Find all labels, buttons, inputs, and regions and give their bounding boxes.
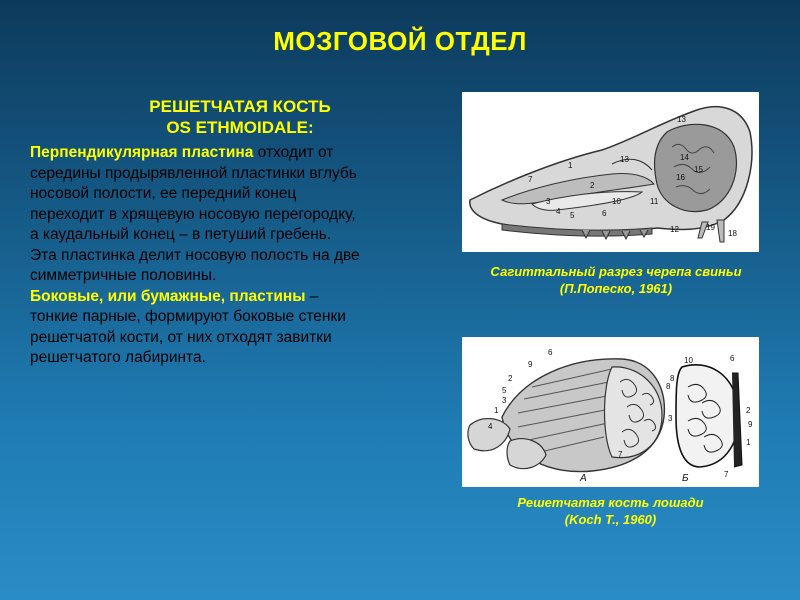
p1-line-3: переходит в хрящевую носовую перегородку, [30, 205, 356, 223]
horse-ethmoid-image [462, 337, 759, 487]
skull-label-1: 1 [568, 161, 573, 170]
ethmoid-a-label-6: 6 [548, 348, 553, 357]
skull-label-18: 18 [728, 229, 737, 238]
pig-skull-caption [456, 263, 776, 297]
body-text [30, 143, 460, 369]
ethmoid-b-label-8: 8 [670, 374, 675, 383]
ethmoid-b-label-3: 3 [668, 414, 673, 423]
skull-label-13: 13 [620, 155, 629, 164]
p2-line-2: решетчатой кости, от них отходят завитки [30, 328, 332, 346]
p1-line-6: симметричные половины. [30, 267, 217, 284]
p2-line-1: тонкие парные, формируют боковые стенки [30, 308, 346, 325]
skull-label-2: 2 [590, 181, 595, 190]
ethmoid-b-label-1: 1 [746, 438, 751, 447]
horse-ethmoid-drawing [462, 337, 759, 487]
skull-label-5: 5 [570, 211, 575, 220]
term-perpendicular-plate: Перпендикулярная пластина [30, 144, 254, 161]
ethmoid-a-label-3: 3 [502, 396, 507, 405]
skull-label-4: 4 [556, 207, 561, 216]
skull-label-6: 6 [602, 209, 607, 218]
ethmoid-b-label-7: 7 [724, 470, 729, 479]
p1-line-2: носовой полости, ее передний конец [30, 185, 297, 202]
p1-line-5: Эта пластинка делит носовую полость на две [30, 246, 360, 264]
skull-label-16: 16 [676, 173, 685, 182]
skull-label-11: 11 [650, 197, 659, 206]
p1-line-0: отходит от [253, 144, 334, 161]
subtitle [30, 96, 450, 138]
skull-label-12: 12 [670, 225, 679, 234]
ethmoid-b-label-2: 2 [746, 406, 751, 415]
ethmoid-view-a-label: А [580, 473, 587, 484]
ethmoid-view-b-label: Б [682, 473, 689, 484]
paragraph-lateral-plates [30, 287, 460, 369]
ethmoid-b-label-9: 9 [748, 420, 753, 429]
horse-ethmoid-caption [462, 494, 759, 528]
term-lateral-plates: Боковые, или бумажные, пластины [30, 287, 306, 305]
pig-skull-section-image [462, 92, 759, 252]
skull-label-13-top: 13 [677, 115, 686, 124]
ethmoid-a-label-5: 5 [502, 386, 507, 395]
horse-ethmoid-caption-line-2: (Koch T., 1960) [564, 512, 657, 527]
horse-ethmoid-caption-line-1: Решетчатая кость лошади [517, 495, 704, 510]
skull-label-10: 10 [612, 197, 621, 206]
ethmoid-b-label-6: 6 [730, 354, 735, 363]
pig-skull-caption-line-1: Сагиттальный разрез черепа свиньи [490, 264, 742, 279]
ethmoid-b-label-10: 10 [684, 356, 693, 365]
p2-line-0: – [305, 287, 319, 305]
p1-line-1: середины продырявленной пластинки вглубь [30, 164, 357, 182]
paragraph-perpendicular-plate [30, 143, 460, 287]
subtitle-line-2: OS ETHMOIDALE: [166, 118, 314, 137]
p2-line-3: решетчатого лабиринта. [30, 349, 206, 366]
skull-label-3: 3 [546, 197, 551, 206]
pig-skull-caption-line-2: (П.Попеско, 1961) [559, 281, 673, 296]
ethmoid-a-label-7: 7 [618, 450, 623, 459]
slide-title: МОЗГОВОЙ ОТДЕЛ [273, 26, 527, 56]
ethmoid-a-label-1: 1 [494, 406, 499, 415]
ethmoid-a-label-4: 4 [488, 422, 493, 431]
ethmoid-a-label-9: 9 [528, 360, 533, 369]
pig-skull-drawing [462, 92, 759, 252]
subtitle-line-1: РЕШЕТЧАТАЯ КОСТЬ [149, 97, 331, 116]
skull-label-14: 14 [680, 153, 689, 162]
ethmoid-a-label-2: 2 [508, 374, 513, 383]
skull-label-19: 19 [706, 223, 715, 232]
p1-line-4: а каудальный конец – в петуший гребень. [30, 226, 332, 243]
skull-label-7: 7 [528, 175, 533, 184]
skull-label-15: 15 [694, 165, 703, 174]
ethmoid-a-label-8: 8 [666, 382, 671, 391]
